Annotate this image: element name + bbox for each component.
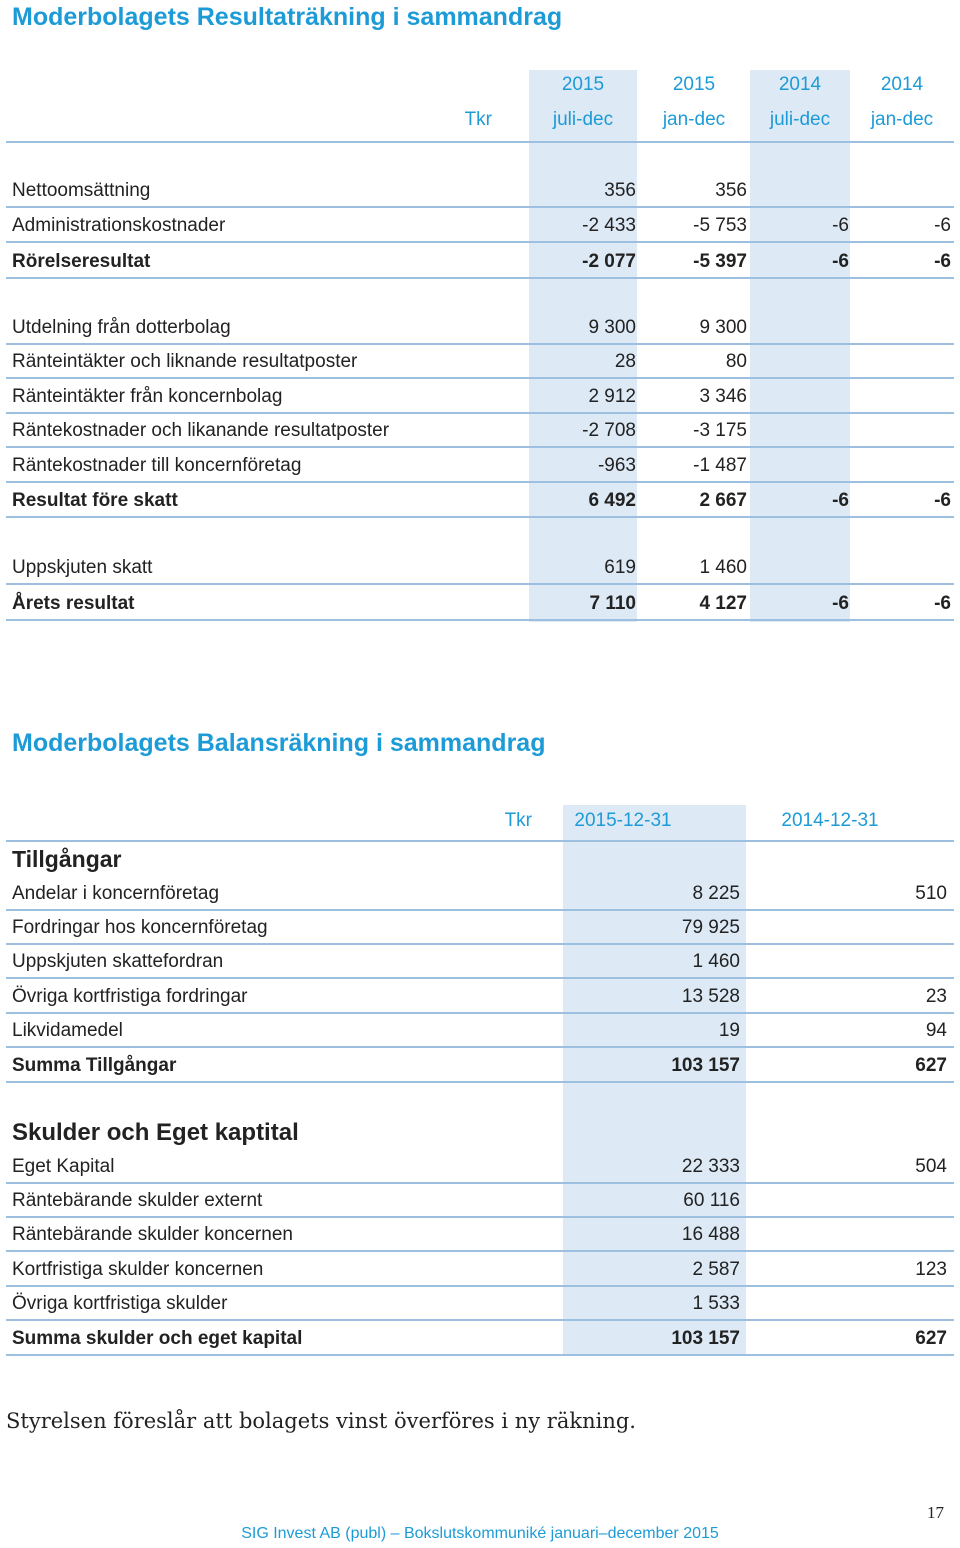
page-number: 17 [927,1503,944,1522]
balance-row-label: Likvidamedel [12,1020,123,1041]
liability-row [6,1322,954,1356]
income-row-label: Räntekostnader till koncernföretag [12,455,302,476]
balance-row-label: Övriga kortfristiga skulder [12,1293,228,1314]
income-row-label: Årets resultat [12,593,135,614]
balance-row-label: Räntebärande skulder koncernen [12,1224,293,1245]
income-title: Moderbolagets Resultaträkning i sammandrag [12,3,563,31]
income-row [6,414,954,448]
balance-row-value-1: 22 333 [681,1156,740,1177]
income-col-year-1: 2015 [561,74,605,95]
income-row-value-2: 2 667 [699,490,747,511]
row-rule [6,977,954,979]
balance-row-value-1: 16 488 [681,1224,740,1245]
row-rule [6,1250,954,1252]
balance-row-label: Uppskjuten skattefordran [12,951,224,972]
balance-row-value-1: 79 925 [681,917,740,938]
income-row-value-1: 6 492 [588,490,636,511]
income-row-value-1: 9 300 [588,317,636,338]
balance-row-value-2: 23 [925,986,947,1007]
row-rule [6,583,954,585]
balance-row-label: Summa Tillgångar [12,1055,177,1076]
income-row-value-1: -963 [597,455,636,476]
income-row [6,174,954,208]
balance-title: Moderbolagets Balansräkning i sammandrag [12,729,546,757]
income-row-value-2: 9 300 [699,317,747,338]
balance-col-2014: 2014-12-31 [781,810,879,831]
liability-row [6,1150,954,1184]
income-tkr-header: Tkr [464,109,492,130]
income-row-value-3: -6 [832,251,849,272]
balance-row-label: Kortfristiga skulder koncernen [12,1259,264,1280]
asset-row [6,1014,954,1048]
income-row [6,484,954,518]
income-col-year-4: 2014 [880,74,924,95]
income-row-value-2: -3 175 [693,420,747,441]
income-row-label: Utdelning från dotterbolag [12,317,231,338]
balance-header-rule [6,840,954,842]
income-header-rule [6,141,954,143]
balance-row-label: Fordringar hos koncernföretag [12,917,268,938]
dividend-note: Styrelsen föreslår att bolagets vinst överföres i ny räkning. [6,1409,636,1433]
income-row [6,449,954,483]
income-row-value-1: 2 912 [588,386,636,407]
row-rule [6,1319,954,1321]
asset-row [6,877,954,911]
income-row-value-2: -1 487 [693,455,747,476]
income-row-label: Resultat före skatt [12,490,178,511]
income-row-label: Rörelseresultat [12,251,151,272]
income-row-value-4: -6 [934,251,951,272]
liability-row [6,1287,954,1321]
income-row-label: Uppskjuten skatt [12,557,153,578]
liability-row [6,1218,954,1252]
balance-row-label: Räntebärande skulder externt [12,1190,263,1211]
balance-row-label: Summa skulder och eget kapital [12,1328,303,1349]
income-row-value-3: -6 [832,593,849,614]
balance-row-label: Eget Kapital [12,1156,115,1177]
income-row-value-1: 356 [604,180,636,201]
income-row-value-2: 3 346 [699,386,747,407]
income-row-value-1: 619 [604,557,636,578]
row-rule [6,1081,954,1083]
asset-row [6,1049,954,1083]
asset-row [6,980,954,1014]
balance-col-2015: 2015-12-31 [574,810,672,831]
income-row-label: Nettoomsättning [12,180,151,201]
income-row-value-1: -2 433 [582,215,636,236]
income-col-year-2: 2015 [672,74,716,95]
asset-row [6,945,954,979]
balance-row-label: Andelar i koncernföretag [12,883,220,904]
row-rule [6,277,954,279]
income-col-year-3: 2014 [778,74,822,95]
row-rule [6,1046,954,1048]
row-rule [6,206,954,208]
income-row-value-2: 356 [715,180,747,201]
row-rule [6,446,954,448]
balance-row-value-1: 1 460 [692,951,740,972]
balance-row-value-1: 19 [718,1020,740,1041]
balance-row-value-2: 627 [915,1055,947,1076]
row-rule [6,241,954,243]
balance-row-value-1: 60 116 [683,1190,740,1211]
balance-row-value-1: 13 528 [681,986,740,1007]
assets-heading: Tillgångar [12,846,122,872]
row-rule [6,516,954,518]
income-row-value-4: -6 [934,215,951,236]
row-rule [6,377,954,379]
income-col-period-4: jan-dec [870,109,934,130]
balance-row-value-2: 510 [915,883,947,904]
income-row-value-1: -2 708 [582,420,636,441]
income-row [6,209,954,243]
row-rule [6,619,954,621]
income-row [6,345,954,379]
balance-row-value-1: 103 157 [671,1055,740,1076]
income-row [6,551,954,585]
balance-row-value-1: 1 533 [692,1293,740,1314]
row-rule [6,1354,954,1356]
balance-tkr-header: Tkr [504,810,532,831]
income-row-value-3: -6 [832,490,849,511]
balance-row-label: Övriga kortfristiga fordringar [12,986,248,1007]
income-row-label: Ränteintäkter och liknande resultatposter [12,351,358,372]
income-col-period-2: jan-dec [662,109,726,130]
balance-row-value-2: 504 [915,1156,947,1177]
income-row [6,245,954,279]
income-row-value-1: 7 110 [589,593,636,614]
liability-row [6,1253,954,1287]
income-row-value-2: -5 397 [693,251,747,272]
income-row [6,587,954,621]
income-row-value-2: 80 [725,351,747,372]
income-col-period-3: juli-dec [769,109,831,130]
footer-text: SIG Invest AB (publ) – Bokslutskommuniké januari–december 2015 [241,1525,719,1542]
balance-row-value-1: 2 587 [692,1259,740,1280]
income-col-period-1: juli-dec [552,109,614,130]
income-row-value-4: -6 [934,490,951,511]
income-row [6,311,954,345]
income-row-value-2: -5 753 [693,215,747,236]
balance-row-value-2: 123 [915,1259,947,1280]
income-row-label: Administrationskostnader [12,215,226,236]
liabilities-heading: Skulder och Eget kaptital [12,1119,299,1146]
income-row-value-2: 1 460 [699,557,747,578]
income-row-value-1: 28 [614,351,636,372]
income-row-value-1: -2 077 [582,251,636,272]
row-rule [6,481,954,483]
income-row-value-4: -6 [934,593,951,614]
income-row-value-2: 4 127 [699,593,747,614]
income-row [6,380,954,414]
liability-row [6,1184,954,1218]
income-row-label: Ränteintäkter från koncernbolag [12,386,283,407]
balance-row-value-2: 94 [925,1020,947,1041]
income-row-label: Räntekostnader och likanande resultatposter [12,420,390,441]
balance-row-value-1: 8 225 [692,883,740,904]
balance-row-value-1: 103 157 [671,1328,740,1349]
asset-row [6,911,954,945]
income-row-value-3: -6 [832,215,849,236]
balance-row-value-2: 627 [915,1328,947,1349]
